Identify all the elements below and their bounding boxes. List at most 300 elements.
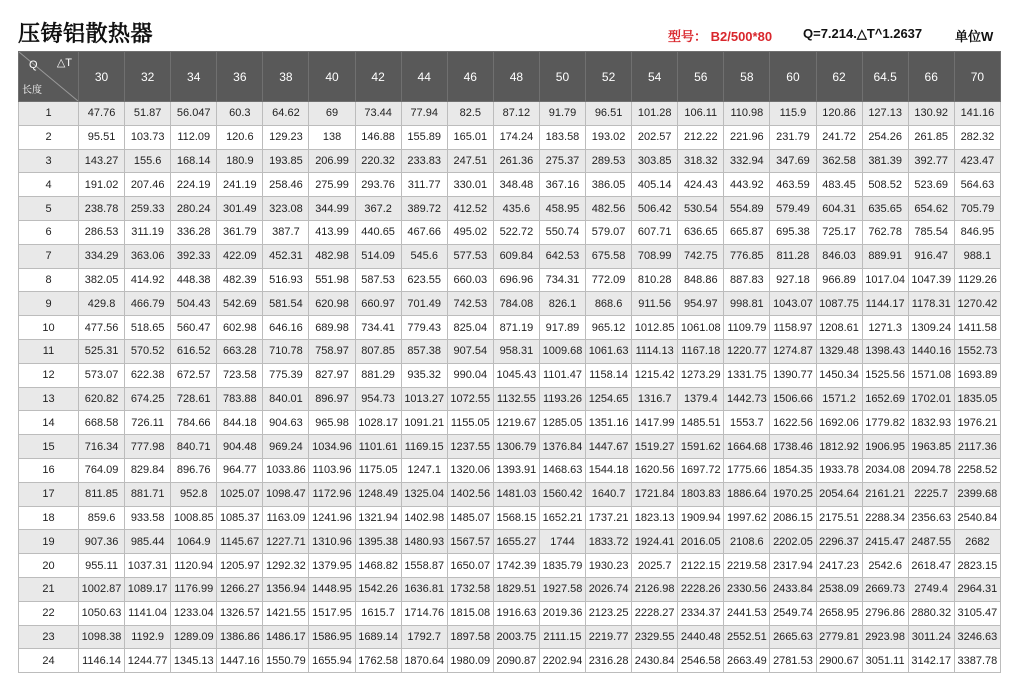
row-length-cell: 14 [19,411,79,435]
table-cell: 1486.17 [263,625,309,649]
table-cell: 623.55 [401,268,447,292]
column-header: 56 [678,52,724,102]
table-cell: 2003.75 [493,625,539,649]
table-cell: 2796.86 [862,601,908,625]
table-cell: 3387.78 [954,649,1000,673]
table-cell: 1997.62 [724,506,770,530]
table-cell: 1219.67 [493,411,539,435]
table-cell: 275.99 [309,173,355,197]
table-cell: 1192.9 [125,625,171,649]
table-cell: 414.92 [125,268,171,292]
table-cell: 2296.37 [816,530,862,554]
table-cell: 110.98 [724,102,770,126]
table-body [19,102,1001,673]
table-cell: 525.31 [79,339,125,363]
table-row [19,149,1001,173]
table-cell: 1013.27 [401,387,447,411]
table-cell: 47.76 [79,102,125,126]
table-cell: 258.46 [263,173,309,197]
row-length-cell: 9 [19,292,79,316]
table-cell: 2538.09 [816,577,862,601]
table-cell: 2026.74 [586,577,632,601]
table-cell: 504.43 [171,292,217,316]
table-cell: 807.85 [355,339,401,363]
table-cell: 467.66 [401,220,447,244]
table-cell: 1567.57 [447,530,493,554]
table-cell: 734.41 [355,316,401,340]
corner-delta-t-label: △T [56,57,72,69]
table-cell: 1742.39 [493,554,539,578]
table-cell: 2552.51 [724,625,770,649]
table-row [19,554,1001,578]
table-row [19,577,1001,601]
table-cell: 551.98 [309,268,355,292]
table-row [19,649,1001,673]
table-cell: 542.69 [217,292,263,316]
table-cell: 723.58 [217,363,263,387]
table-cell: 247.51 [447,149,493,173]
table-cell: 1775.66 [724,458,770,482]
table-cell: 1045.43 [493,363,539,387]
table-row [19,387,1001,411]
table-row [19,102,1001,126]
table-cell: 844.18 [217,411,263,435]
table-cell: 2228.26 [678,577,724,601]
table-cell: 785.54 [908,220,954,244]
table-cell: 483.45 [816,173,862,197]
table-cell: 1376.84 [539,435,585,459]
table-cell: 784.08 [493,292,539,316]
table-cell: 783.88 [217,387,263,411]
column-header: 30 [79,52,125,102]
table-cell: 2415.47 [862,530,908,554]
table-cell: 1970.25 [770,482,816,506]
table-cell: 82.5 [447,102,493,126]
table-cell: 1517.95 [309,601,355,625]
table-cell: 392.33 [171,244,217,268]
table-cell: 1792.7 [401,625,447,649]
table-cell: 155.89 [401,125,447,149]
column-header: 42 [355,52,401,102]
table-cell: 1506.66 [770,387,816,411]
table-cell: 1158.14 [586,363,632,387]
table-cell: 2117.36 [954,435,1000,459]
table-cell: 660.97 [355,292,401,316]
table-cell: 443.92 [724,173,770,197]
table-cell: 2086.15 [770,506,816,530]
column-header: 58 [724,52,770,102]
table-cell: 1321.94 [355,506,401,530]
table-cell: 348.48 [493,173,539,197]
table-cell: 303.85 [632,149,678,173]
table-cell: 220.32 [355,149,401,173]
table-cell: 2016.05 [678,530,724,554]
table-cell: 587.53 [355,268,401,292]
table-cell: 2665.63 [770,625,816,649]
table-cell: 1146.14 [79,649,125,673]
table-cell: 710.78 [263,339,309,363]
table-cell: 1586.95 [309,625,355,649]
table-cell: 3246.63 [954,625,1000,649]
table-cell: 609.84 [493,244,539,268]
table-cell: 1732.58 [447,577,493,601]
table-row [19,316,1001,340]
table-cell: 1145.67 [217,530,263,554]
table-row [19,625,1001,649]
table-cell: 1247.1 [401,458,447,482]
table-cell: 2317.94 [770,554,816,578]
table-cell: 2108.6 [724,530,770,554]
table-cell: 1812.92 [816,435,862,459]
row-length-cell: 13 [19,387,79,411]
table-cell: 2356.63 [908,506,954,530]
table-cell: 857.38 [401,339,447,363]
table-cell: 334.29 [79,244,125,268]
table-cell: 1689.14 [355,625,401,649]
table-cell: 1002.87 [79,577,125,601]
table-cell: 772.09 [586,268,632,292]
column-header: 60 [770,52,816,102]
table-cell: 881.71 [125,482,171,506]
table-cell: 330.01 [447,173,493,197]
table-cell: 1390.77 [770,363,816,387]
table-cell: 1560.42 [539,482,585,506]
table-cell: 1008.85 [171,506,217,530]
table-cell: 829.84 [125,458,171,482]
table-cell: 405.14 [632,173,678,197]
table-row [19,506,1001,530]
table-cell: 775.39 [263,363,309,387]
table-cell: 2440.48 [678,625,724,649]
table-cell: 69 [309,102,355,126]
table-cell: 1244.77 [125,649,171,673]
table-cell: 998.81 [724,292,770,316]
table-cell: 654.62 [908,197,954,221]
column-header: 34 [171,52,217,102]
table-cell: 1591.62 [678,435,724,459]
table-cell: 811.28 [770,244,816,268]
table-cell: 1270.42 [954,292,1000,316]
table-row [19,363,1001,387]
table-cell: 60.3 [217,102,263,126]
table-cell: 168.14 [171,149,217,173]
table-cell: 1144.17 [862,292,908,316]
table-cell: 1175.05 [355,458,401,482]
column-header: 46 [447,52,493,102]
table-cell: 2540.84 [954,506,1000,530]
table-cell: 2019.36 [539,601,585,625]
table-cell: 1803.83 [678,482,724,506]
table-cell: 742.53 [447,292,493,316]
table-cell: 2487.55 [908,530,954,554]
table-cell: 635.65 [862,197,908,221]
table-cell: 1927.58 [539,577,585,601]
table-cell: 424.43 [678,173,724,197]
table-cell: 1693.89 [954,363,1000,387]
table-cell: 466.79 [125,292,171,316]
table-cell: 570.52 [125,339,171,363]
table-cell: 1064.9 [171,530,217,554]
table-cell: 1009.68 [539,339,585,363]
table-cell: 1762.58 [355,649,401,673]
table-cell: 1025.07 [217,482,263,506]
table-cell: 665.87 [724,220,770,244]
table-cell: 193.02 [586,125,632,149]
table-cell: 174.24 [493,125,539,149]
table-cell: 1823.13 [632,506,678,530]
table-cell: 2122.15 [678,554,724,578]
table-cell: 323.08 [263,197,309,221]
table-cell: 362.58 [816,149,862,173]
table-cell: 1906.95 [862,435,908,459]
table-cell: 642.53 [539,244,585,268]
table-cell: 1652.21 [539,506,585,530]
row-length-cell: 18 [19,506,79,530]
unit-label: 单位W [955,29,994,44]
row-length-cell: 16 [19,458,79,482]
table-cell: 1553.7 [724,411,770,435]
table-row [19,339,1001,363]
table-cell: 675.58 [586,244,632,268]
table-cell: 1558.87 [401,554,447,578]
table-cell: 1835.79 [539,554,585,578]
table-cell: 1692.06 [816,411,862,435]
table-cell: 261.36 [493,149,539,173]
table-cell: 871.19 [493,316,539,340]
row-length-cell: 5 [19,197,79,221]
table-cell: 1089.17 [125,577,171,601]
table-cell: 261.85 [908,125,954,149]
table-cell: 336.28 [171,220,217,244]
table-cell: 1292.32 [263,554,309,578]
table-cell: 413.99 [309,220,355,244]
table-cell: 1227.71 [263,530,309,554]
table-cell: 1652.69 [862,387,908,411]
table-cell: 1285.05 [539,411,585,435]
table-cell: 2900.67 [816,649,862,673]
table-cell: 1655.94 [309,649,355,673]
table-cell: 2034.08 [862,458,908,482]
table-cell: 193.85 [263,149,309,173]
table-cell: 1442.73 [724,387,770,411]
table-cell: 1274.87 [770,339,816,363]
table-cell: 554.89 [724,197,770,221]
table-cell: 1316.7 [632,387,678,411]
table-cell: 522.72 [493,220,539,244]
table-cell: 1098.47 [263,482,309,506]
table-cell: 1870.64 [401,649,447,673]
table-cell: 1329.48 [816,339,862,363]
column-header: 32 [125,52,171,102]
table-cell: 954.73 [355,387,401,411]
table-cell: 1916.63 [493,601,539,625]
table-cell: 1331.75 [724,363,770,387]
table-cell: 506.42 [632,197,678,221]
row-length-cell: 20 [19,554,79,578]
table-cell: 1141.04 [125,601,171,625]
table-cell: 550.74 [539,220,585,244]
corner-cell [19,52,79,102]
table-cell: 344.99 [309,197,355,221]
table-cell: 1050.63 [79,601,125,625]
table-cell: 2161.21 [862,482,908,506]
table-cell: 1233.04 [171,601,217,625]
table-cell: 1448.95 [309,577,355,601]
table-cell: 1379.4 [678,387,724,411]
table-cell: 985.44 [125,530,171,554]
corner-length-label: 长度 [22,85,42,96]
table-cell: 347.69 [770,149,816,173]
table-cell: 1061.08 [678,316,724,340]
table-cell: 2258.52 [954,458,1000,482]
table-cell: 1043.07 [770,292,816,316]
table-cell: 2094.78 [908,458,954,482]
table-cell: 1172.96 [309,482,355,506]
table-cell: 889.91 [862,244,908,268]
column-header: 70 [954,52,1000,102]
table-cell: 3142.17 [908,649,954,673]
table-cell: 1447.67 [586,435,632,459]
table-cell: 1320.06 [447,458,493,482]
table-cell: 784.66 [171,411,217,435]
table-cell: 2669.73 [862,577,908,601]
table-cell: 896.97 [309,387,355,411]
table-cell: 1620.56 [632,458,678,482]
table-row [19,173,1001,197]
table-cell: 2663.49 [724,649,770,673]
table-cell: 112.09 [171,125,217,149]
table-cell: 958.31 [493,339,539,363]
table-cell: 1450.34 [816,363,862,387]
table-cell: 2749.4 [908,577,954,601]
table-cell: 904.48 [217,435,263,459]
table-cell: 2111.15 [539,625,585,649]
table-cell: 2682 [954,530,1000,554]
table-cell: 1248.49 [355,482,401,506]
table-cell: 1411.58 [954,316,1000,340]
table-cell: 887.83 [724,268,770,292]
table-cell: 1379.95 [309,554,355,578]
table-cell: 2923.98 [862,625,908,649]
table-row [19,125,1001,149]
table-cell: 523.69 [908,173,954,197]
table-cell: 1072.55 [447,387,493,411]
table-cell: 573.07 [79,363,125,387]
table-cell: 463.59 [770,173,816,197]
table-cell: 1326.57 [217,601,263,625]
table-cell: 916.47 [908,244,954,268]
table-cell: 620.82 [79,387,125,411]
table-cell: 1208.61 [816,316,862,340]
table-cell: 1738.46 [770,435,816,459]
table-cell: 1655.27 [493,530,539,554]
table-cell: 2054.64 [816,482,862,506]
column-header: 66 [908,52,954,102]
table-cell: 1254.65 [586,387,632,411]
table-cell: 2123.25 [586,601,632,625]
table-cell: 1098.38 [79,625,125,649]
table-cell: 904.63 [263,411,309,435]
table-cell: 87.12 [493,102,539,126]
table-cell: 231.79 [770,125,816,149]
table-cell: 183.58 [539,125,585,149]
page-title: 压铸铝散热器 [18,21,154,46]
table-cell: 622.38 [125,363,171,387]
table-cell: 448.38 [171,268,217,292]
table-cell: 191.02 [79,173,125,197]
table-cell: 2025.7 [632,554,678,578]
table-cell: 56.047 [171,102,217,126]
table-cell: 224.19 [171,173,217,197]
column-header: 40 [309,52,355,102]
table-cell: 668.58 [79,411,125,435]
table-row [19,458,1001,482]
table-cell: 1963.85 [908,435,954,459]
table-row [19,411,1001,435]
table-cell: 530.54 [678,197,724,221]
table-cell: 911.56 [632,292,678,316]
table-cell: 103.73 [125,125,171,149]
table-cell: 259.33 [125,197,171,221]
table-cell: 1310.96 [309,530,355,554]
table-cell: 2430.84 [632,649,678,673]
table-cell: 332.94 [724,149,770,173]
table-header [19,52,1001,102]
row-length-cell: 11 [19,339,79,363]
formula-label: Q=7.214.△T^1.2637 [803,26,923,41]
column-header: 54 [632,52,678,102]
table-cell: 2823.15 [954,554,1000,578]
table-cell: 1103.96 [309,458,355,482]
column-header: 36 [217,52,263,102]
table-cell: 495.02 [447,220,493,244]
table-cell: 1833.72 [586,530,632,554]
table-cell: 238.78 [79,197,125,221]
table-cell: 3051.11 [862,649,908,673]
table-cell: 1909.94 [678,506,724,530]
table-cell: 696.96 [493,268,539,292]
table-cell: 1037.31 [125,554,171,578]
table-cell: 367.16 [539,173,585,197]
table-cell: 1273.29 [678,363,724,387]
table-cell: 1924.41 [632,530,678,554]
table-cell: 1325.04 [401,482,447,506]
row-length-cell: 15 [19,435,79,459]
table-cell: 429.8 [79,292,125,316]
table-cell: 1271.3 [862,316,908,340]
table-cell: 73.44 [355,102,401,126]
table-cell: 1980.09 [447,649,493,673]
table-cell: 1087.75 [816,292,862,316]
table-cell: 141.16 [954,102,1000,126]
table-cell: 1101.61 [355,435,401,459]
table-cell: 1933.78 [816,458,862,482]
model-label: 型号： B2/500*80 [668,29,773,44]
table-cell: 155.6 [125,149,171,173]
table-row [19,601,1001,625]
table-cell: 2964.31 [954,577,1000,601]
table-cell: 77.94 [401,102,447,126]
table-cell: 579.49 [770,197,816,221]
row-length-cell: 24 [19,649,79,673]
table-cell: 607.71 [632,220,678,244]
table-cell: 579.07 [586,220,632,244]
table-cell: 620.98 [309,292,355,316]
row-length-cell: 19 [19,530,79,554]
table-cell: 742.75 [678,244,724,268]
table-cell: 120.6 [217,125,263,149]
table-cell: 1028.17 [355,411,401,435]
